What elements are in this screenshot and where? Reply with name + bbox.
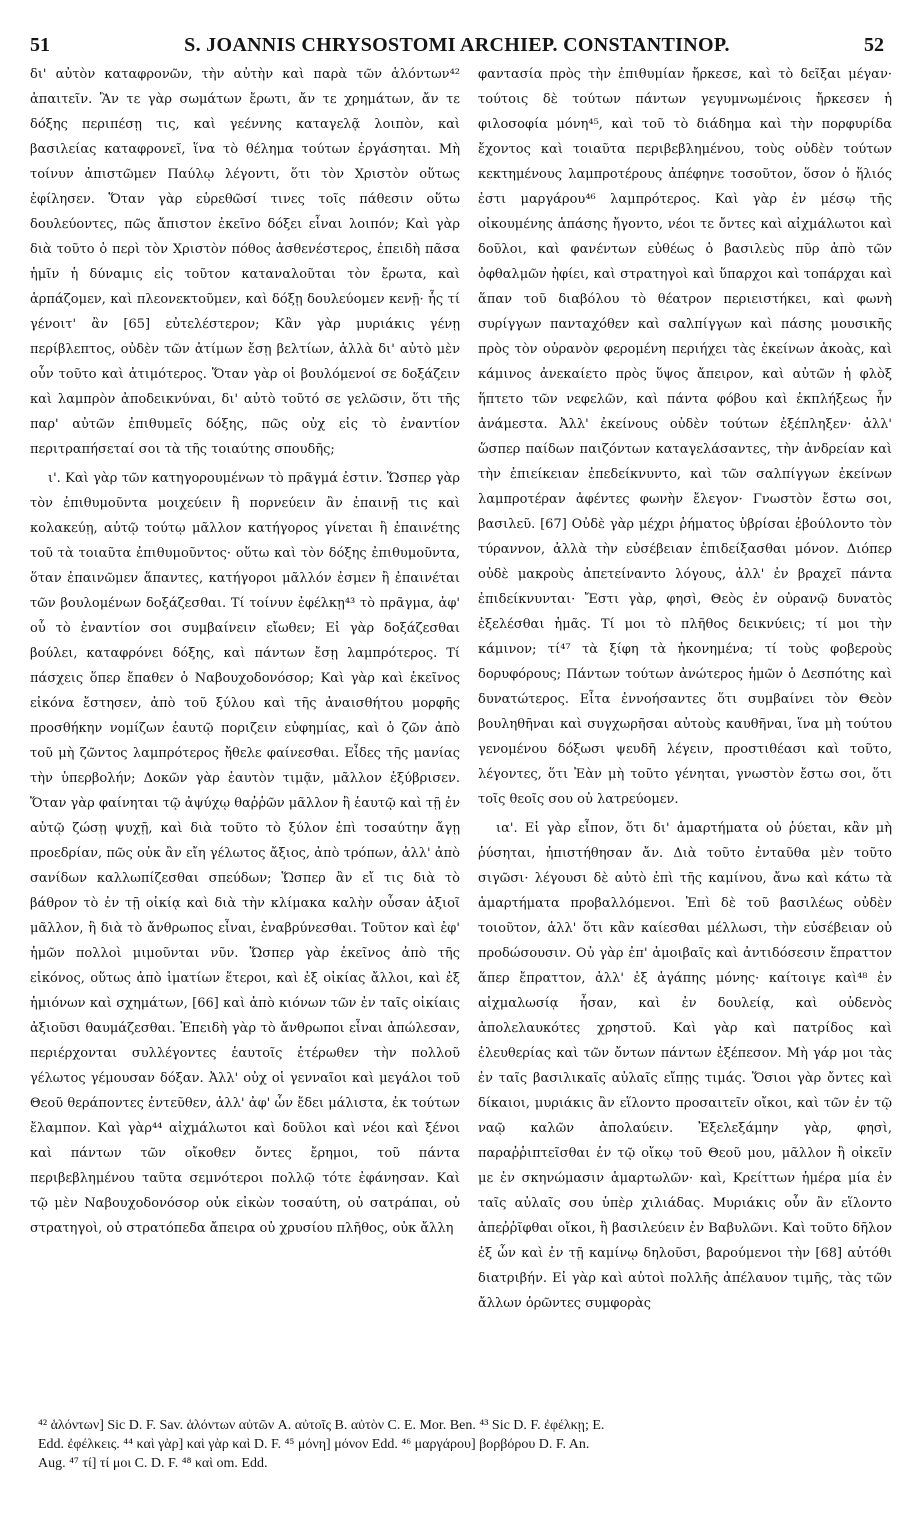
left-column xyxy=(30,62,460,1402)
left-paragraph-2: ι'. Καὶ γὰρ τῶν κατηγορουμένων τὸ πρᾶγμά ἐστιν. Ὥσπερ γὰρ τὸν ἐπιθυμοῦντα μοιχεύειν ἢ πορνεύειν ἂν ἐπαινῇ τις καὶ κολακεύῃ, αὐτῷ τούτῳ μᾶλλον κατήγορος γίνεται ἢ ἐπαινέτης τοῦ τὰ τοιαῦτα ἐπιθυμοῦντος· οὕτω καὶ τὸν δόξης ἐπιθυμοῦντα, ὅταν ἐπαινῶμεν ἅπαντες, κατήγοροι μᾶλλόν ἐσμεν ἢ ἐπαινέται τῶν βουλομένων δοξάζεσθαι. Τί τοίνυν ἐφέλκῃ⁴³ τὸ πρᾶγμα, ἀφ' οὗ τὸ ἐναντίον σοι συμβαίνειν εἴωθεν; Εἰ γὰρ δοξάζεσθαι βούλει, καταφρόνει δόξης, καὶ πάντων ἔσῃ λαμπρότερος. Τί πάσχεις ὅπερ ἔπαθεν ὁ Ναβουχοδονόσορ; Καὶ γὰρ καὶ ἐκεῖνος εἰκόνα ἔστησεν, ἀπὸ τοῦ ξύλου καὶ τῆς ἀναισθήτου μορφῆς προσθήκην νομίζων ἑαυτῷ ποριζειν εὐφημίας, καὶ ὁ ζῶν ἀπὸ τοῦ μὴ ζῶντος λαμπρότερος ἤθελε φαίνεσθαι. Εἶδες τῆς μανίας τὴν ὑπερβολήν; Δοκῶν γὰρ ἑαυτὸν τιμᾷν, μᾶλλον ἐξύβρισεν. Ὅταν γὰρ φαίνηται τῷ ἀψύχῳ θαῤῥῶν μᾶλλον ἢ ἑαυτῷ καὶ τῇ ἐν αὐτῷ ζώσῃ ψυχῇ, καὶ διὰ τοῦτο τὸ ξύλον ἐπὶ τοσαύτην ἄγῃ προεδρίαν, πῶς οὐκ ἂν εἴη γέλωτος ἄξιος, ἀπὸ τρόπων, ἀλλ' ἀπὸ σανίδων καλλωπίζεσθαι σπεύδων; Ὥσπερ ἂν εἴ τις διὰ τὸ βάθρον τὸ ἐν τῇ οἰκίᾳ καὶ διὰ τὴν κλίμακα καλὴν οὖσαν ἀξιοῖ μᾶλλον, ἢ διὰ τὸ ἄνθρωπος εἶναι, ἐναβρύνεσθαι. Τοῦτον καὶ ἐφ' ἡμῶν πολλοὶ μιμοῦνται νῦν. Ὥσπερ γὰρ ἐκεῖνος ἀπὸ τῆς εἰκόνος, οὕτως ἀπὸ ἱματίων ἕτεροι, καὶ ἐξ οἰκίας ἄλλοι, καὶ ἐξ ἡμιόνων καὶ σχημάτων, [66] καὶ ἀπὸ κιόνων τῶν ἐν ταῖς οἰκίαις ἀξιοῦσι θαυμάζεσθαι. Ἐπειδὴ γὰρ τὸ ἄνθρωποι εἶναι ἀπώλεσαν, περιέρχονται συλλέγοντες ἑαυτοῖς ἑτέρωθεν τὴν πολλοῦ γέλωτος γέμουσαν δόξαν. Ἀλλ' οὐχ οἱ γενναῖοι καὶ μεγάλοι τοῦ Θεοῦ θεράποντες ἐντεῦθεν, ἀλλ' ἀφ' ὧν ἔδει μάλιστα, ἐκ τούτων ἔλαμπον. Καὶ γὰρ⁴⁴ αἰχμάλωτοι καὶ δοῦλοι καὶ νέοι καὶ ξένοι καὶ πάντων τῶν οἴκοθεν ὄντες ἔρημοι, τοῦ πάντα περιβεβλημένου ταῦτα σεμνότεροι πολλῷ τότε ἐφάνησαν. Καὶ τῷ μὲν Ναβουχοδονόσορ οὐκ εἰκὼν τοσαύτη, οὐ σατράπαι, οὐ στρατηγοὶ, οὐ στρατόπεδα ἄπειρα οὐ χρυσίου πλῆθος, οὐκ ἄλλη xyxy=(30,471,460,1236)
page-title: S. JOANNIS CHRYSOSTOMI ARCHIEP. CONSTANTINOP. xyxy=(184,34,730,56)
footnote-line-1: ⁴² ἁλόντων] Sic D. F. Sav. ἁλόντων αὐτῶν A. αὐτοῖς B. αὐτὸν C. E. Mor. Ben. ⁴³ Sic D. F. ἐφέλκῃ; E. xyxy=(38,1418,605,1433)
footnote-line-3: Aug. ⁴⁷ τί] τί μοι C. D. F. ⁴⁸ καὶ om. Edd. xyxy=(38,1456,268,1471)
left-paragraph-1: δι' αὐτὸν καταφρονῶν, τὴν αὐτὴν καὶ παρὰ τῶν ἁλόντων⁴² ἀπαιτεῖν. Ἂν τε γὰρ σωμάτων ἔρωτι, ἄν τε χρημάτων, ἄν τε δόξης περιπέσῃ τις, καὶ γεέννης καταγελᾷ λοιπὸν, καὶ βασιλείας καταφρονεῖ, ἵνα τὸ θέλημα τούτων ἐργάσηται. Μὴ τοίνυν ἀπιστῶμεν Παύλῳ λέγοντι, ὅτι τὸν Χριστὸν οὕτως ἐφίλησεν. Ὅταν γὰρ εὑρεθῶσί τινες τοῖς πάθεσιν οὕτω δουλεύοντες, πῶς ἄπιστον ἐκεῖνο δόξει εἶναι λοιπόν; Καὶ γὰρ διὰ τοῦτο ὁ περὶ τὸν Χριστὸν πόθος ἀσθενέστερος, ἐπειδὴ πᾶσα ἡμῖν ἡ δύναμις εἰς τοῦτον καταναλοῦται τὸν ἔρωτα, καὶ ἁρπάζομεν, καὶ πλεονεκτοῦμεν, καὶ δόξῃ δουλεύομεν κενῇ· ἧς τί γένοιτ' ἂν [65] εὐτελέστερον; Κἂν γὰρ μυριάκις γένῃ περίβλεπτος, οὐδὲν τῶν ἀτίμων ἔσῃ βελτίων, ἀλλὰ δι' αὐτὸ μὲν οὖν τοῦτο καὶ ἀτιμότερος. Ὅταν γὰρ οἱ βουλόμενοί σε δοξάζειν καὶ λαμπρὸν ἀποδεικνύναι, δι' αὐτὸ τοῦτό σε γελῶσιν, ὅτι τῆς παρ' αὐτῶν ἐπιθυμεῖς δόξης, πῶς οὐχ εἰς τὸ ἐναντίον περιτραπήσεταί σοι τὰ τῆς τοιαύτης σπουδῆς; xyxy=(30,67,460,457)
footnotes xyxy=(38,1416,888,1473)
page-number-right: 52 xyxy=(864,34,884,56)
right-paragraph-2: ια'. Εἰ γὰρ εἶπον, ὅτι δι' ἁμαρτήματα οὐ ῥύεται, κἂν μὴ ῥύσηται, ἠπιστήθησαν ἄν. Διὰ τοῦτο ἐνταῦθα μὲν τοῦτο σιγῶσι· λέγουσι δὲ αὐτὸ ἐπὶ τῆς καμίνου, ἄνω καὶ κάτω τὰ ἁμαρτήματα προβαλλόμενοι. Ἐπὶ δὲ τοῦ βασιλέως οὐδὲν τοιοῦτον, ἀλλ' ὅτι κἂν καίεσθαι μέλλωσι, τὴν εὐσέβειαν οὐ προδώσουσιν. Οὐ γὰρ ἐπ' ἀμοιβαῖς καὶ ἀντιδόσεσιν ἔπραττον ἅπερ ἔπραττον, ἀλλ' ἐξ ἀγάπης μόνης· καίτοιγε καὶ⁴⁸ ἐν αἰχμαλωσίᾳ ἦσαν, καὶ ἐν δουλείᾳ, καὶ οὐδενὸς ἀπολελαυκότες χρηστοῦ. Καὶ γὰρ καὶ πατρίδος καὶ ἐλευθερίας καὶ τῶν ὄντων πάντων ἐξέπεσον. Μὴ γάρ μοι τὰς ἐν ταῖς βασιλικαῖς αὐλαῖς εἴπῃς τιμάς. Ὅσιοι γὰρ ὄντες καὶ δίκαιοι, μυριάκις ἂν εἵλοντο προσαιτεῖν οἴκοι, καὶ τῶν ἐν τῷ ναῷ καλῶν ἀπολαύειν. Ἐξελεξάμην γὰρ, φησὶ, παραῤῥιπτεῖσθαι ἐν τῷ οἴκῳ τοῦ Θεοῦ μου, μᾶλλον ἢ οἰκεῖν με ἐν σκηνώμασιν ἁμαρτωλῶν· καὶ, Κρείττων ἡμέρα μία ἐν ταῖς αὐλαῖς σου ὑπὲρ χιλιάδας. Μυριάκις οὖν ἂν εἵλοντο ἀπεῤῥῖφθαι οἴκοι, ἢ βασιλεύειν ἐν Βαβυλῶνι. Καὶ τοῦτο δῆλον ἐξ ὧν καὶ ἐν τῇ καμίνῳ δηλοῦσι, βαρούμενοι τὴν [68] αὐτόθι διατριβήν. Εἰ γὰρ καὶ αὐτοὶ πολλῆς ἀπέλαυον τιμῆς, τὰς τῶν ἄλλων ὁρῶντες συμφορὰς xyxy=(478,821,892,1311)
right-column xyxy=(478,62,892,1402)
footnote-line-2: Edd. ἐφέλκεις. ⁴⁴ καὶ γὰρ] καὶ γὰρ καὶ D. F. ⁴⁵ μόνη] μόνον Edd. ⁴⁶ μαργάρου] βορβόρου D. F. An. xyxy=(38,1437,590,1452)
right-paragraph-1: φαντασία πρὸς τὴν ἐπιθυμίαν ἤρκεσε, καὶ τὸ δεῖξαι μέγαν· τούτοις δὲ τούτων πάντων γεγυμνωμένοις ἤρκεσεν ἡ φιλοσοφία μόνη⁴⁵, καὶ τοῦ τὸ διάδημα καὶ τὴν πορφυρίδα ἔχοντος καὶ τοιαῦτα περιβεβλημένου, τοὺς οὐδὲν τούτων κεκτημένους λαμπροτέρους ἀπέφηνε τοσοῦτον, ὅσον ὁ ἥλιός ἐστι μαργάρου⁴⁶ λαμπρότερος. Καὶ γὰρ ἐν μέσῳ τῆς οἰκουμένης ἁπάσης ἤγοντο, νέοι τε ὄντες καὶ αἰχμάλωτοι καὶ δοῦλοι, καὶ φανέντων εὐθέως ὁ βασιλεὺς πῦρ ἀπὸ τῶν ὀφθαλμῶν ἠφίει, καὶ στρατηγοὶ καὶ ὕπαρχοι καὶ τοπάρχαι καὶ ἅπαν τοῦ διαβόλου τὸ θέατρον περιειστήκει, καὶ φωνὴ συρίγγων πανταχόθεν καὶ σαλπίγγων καὶ πάσης μουσικῆς πρὸς τὸν οὐρανὸν φερομένη περιήχει τὰς ἐκείνων ἀκοὰς, καὶ κάμινος ἀνεκαίετο πρὸς ὕψος ἄπειρον, καὶ αὐτῶν ἡ φλὸξ ἥπτετο τῶν νεφελῶν, καὶ πάντα φόβου καὶ ἐκπλήξεως ἦν ἀνάμεστα. Ἀλλ' ἐκείνους οὐδὲν τούτων ἐξέπληξεν· ἀλλ' ὥσπερ παίδων παιζόντων καταγελάσαντες, τὴν ἀνδρείαν καὶ τὴν ἐπιείκειαν ἐπεδείκνυντο, καὶ τῶν σαλπίγγων ἐκείνων λαμπροτέραν ἀφέντες φωνὴν ἔλεγον· Γνωστὸν ἔστω σοι, βασιλεῦ. [67] Οὐδὲ γὰρ μέχρι ῥήματος ὑβρίσαι ἐβούλοντο τὸν τύραννον, ἀλλὰ τὴν εὐσέβειαν ἐπιδείξασθαι μόνον. Διόπερ οὐδὲ μακροὺς ἀπετείναντο λόγους, ἀλλ' ἐν βραχεῖ πάντα ἐπιδείκνυνται· Ἔστι γὰρ, φησὶ, Θεὸς ἐν οὐρανῷ δυνατὸς ἐξελέσθαι ἡμᾶς. Τί μοι τὸ πλῆθος δεικνύεις; τί μοι τὴν κάμινον; τί⁴⁷ τὰ ξίφη τὰ ἠκονημένα; τί τοὺς φοβεροὺς δορυφόρους; Πάντων τούτων ἀνώτερος ἡμῶν ὁ Δεσπότης καὶ δυνατώτερος. Εἶτα ἐννοήσαντες ὅτι συμβαίνει τὸν Θεὸν βουληθῆναι καὶ συγχωρῆσαι αὐτοὺς καυθῆναι, ἵνα μὴ τούτου γενομένου δόξωσι ψευδῆ λέγειν, προστιθέασι καὶ τοῦτο, λέγοντες, ὅτι Ἐὰν μὴ τοῦτο γένηται, γνωστὸν ἔστω σοι, ὅτι τοῖς θεοῖς σου οὐ λατρεύομεν. xyxy=(478,67,892,807)
running-head xyxy=(30,34,884,60)
page-number-left: 51 xyxy=(30,34,50,56)
